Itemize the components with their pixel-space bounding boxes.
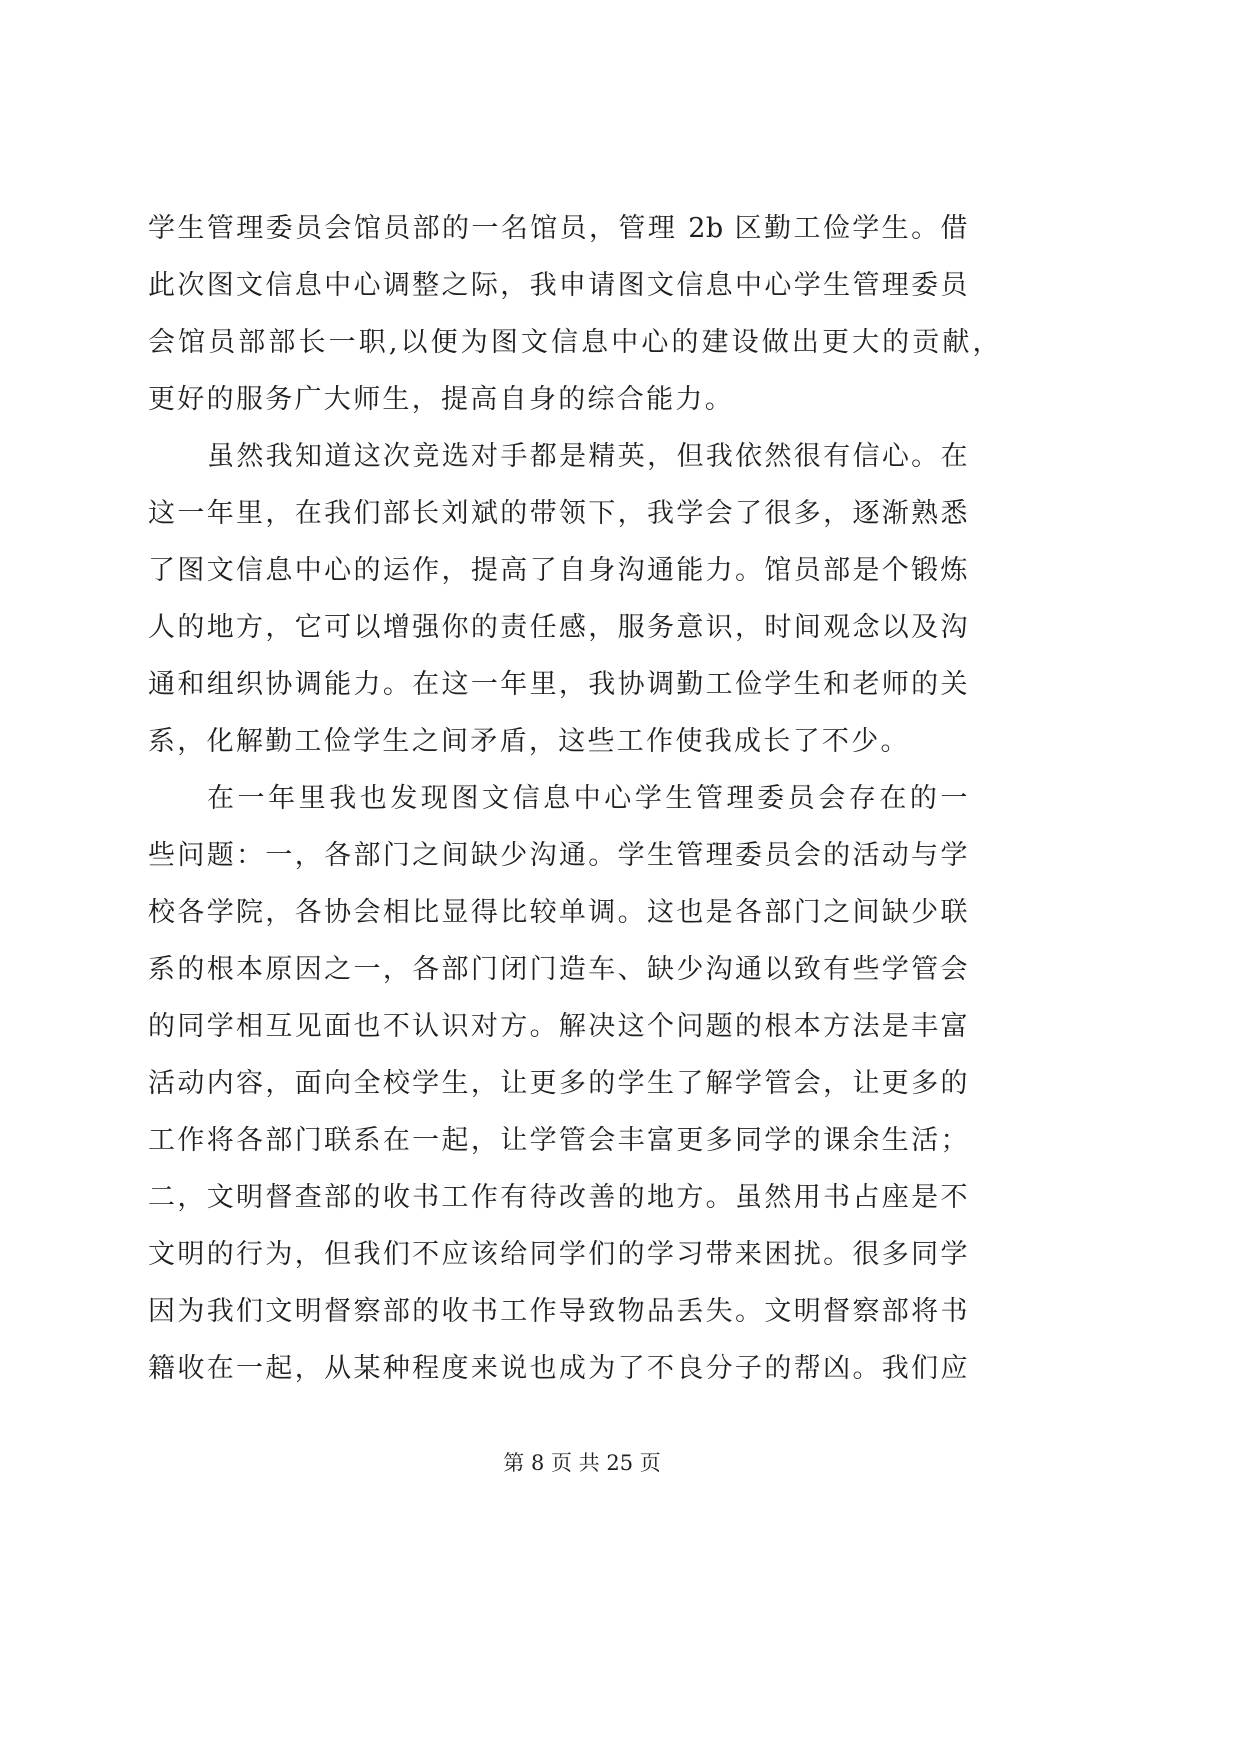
text-line: 活动内容，面向全校学生，让更多的学生了解学管会，让更多的 — [148, 1068, 968, 1099]
text-line: 系，化解勤工俭学生之间矛盾，这些工作使我成长了不少。 — [148, 726, 910, 757]
text-line: 在一年里我也发现图文信息中心学生管理委员会存在的一 — [207, 783, 968, 814]
text-line: 通和组织协调能力。在这一年里，我协调勤工俭学生和老师的关 — [148, 669, 968, 700]
text-line: 二，文明督查部的收书工作有待改善的地方。虽然用书占座是不 — [148, 1182, 968, 1213]
text-line: 系的根本原因之一，各部门闭门造车、缺少沟通以致有些学管会 — [148, 954, 968, 985]
text-line: 籍收在一起，从某种程度来说也成为了不良分子的帮凶。我们应 — [148, 1353, 968, 1384]
text-line: 工作将各部门联系在一起，让学管会丰富更多同学的课余生活； — [148, 1125, 968, 1156]
text-line: 校各学院，各协会相比显得比较单调。这也是各部门之间缺少联 — [148, 897, 968, 928]
text-line: 会馆员部部长一职,以便为图文信息中心的建设做出更大的贡献， — [148, 327, 1000, 358]
text-line: 文明的行为，但我们不应该给同学们的学习带来困扰。很多同学 — [148, 1239, 968, 1270]
text-line: 此次图文信息中心调整之际，我申请图文信息中心学生管理委员 — [148, 270, 968, 301]
page-number-footer: 第 8 页 共 25 页 — [503, 1451, 661, 1475]
text-line: 了图文信息中心的运作，提高了自身沟通能力。馆员部是个锻炼 — [148, 555, 968, 586]
text-line: 学生管理委员会馆员部的一名馆员，管理 2b 区勤工俭学生。借 — [148, 213, 968, 244]
text-line: 因为我们文明督察部的收书工作导致物品丢失。文明督察部将书 — [148, 1296, 968, 1327]
text-line: 虽然我知道这次竞选对手都是精英，但我依然很有信心。在 — [207, 441, 968, 472]
text-line: 这一年里，在我们部长刘斌的带领下，我学会了很多，逐渐熟悉 — [148, 498, 968, 529]
text-line: 些问题：一，各部门之间缺少沟通。学生管理委员会的活动与学 — [148, 840, 968, 871]
text-line: 的同学相互见面也不认识对方。解决这个问题的根本方法是丰富 — [148, 1011, 968, 1042]
text-line: 人的地方，它可以增强你的责任感，服务意识，时间观念以及沟 — [148, 612, 968, 643]
text-line: 更好的服务广大师生，提高自身的综合能力。 — [148, 384, 734, 415]
